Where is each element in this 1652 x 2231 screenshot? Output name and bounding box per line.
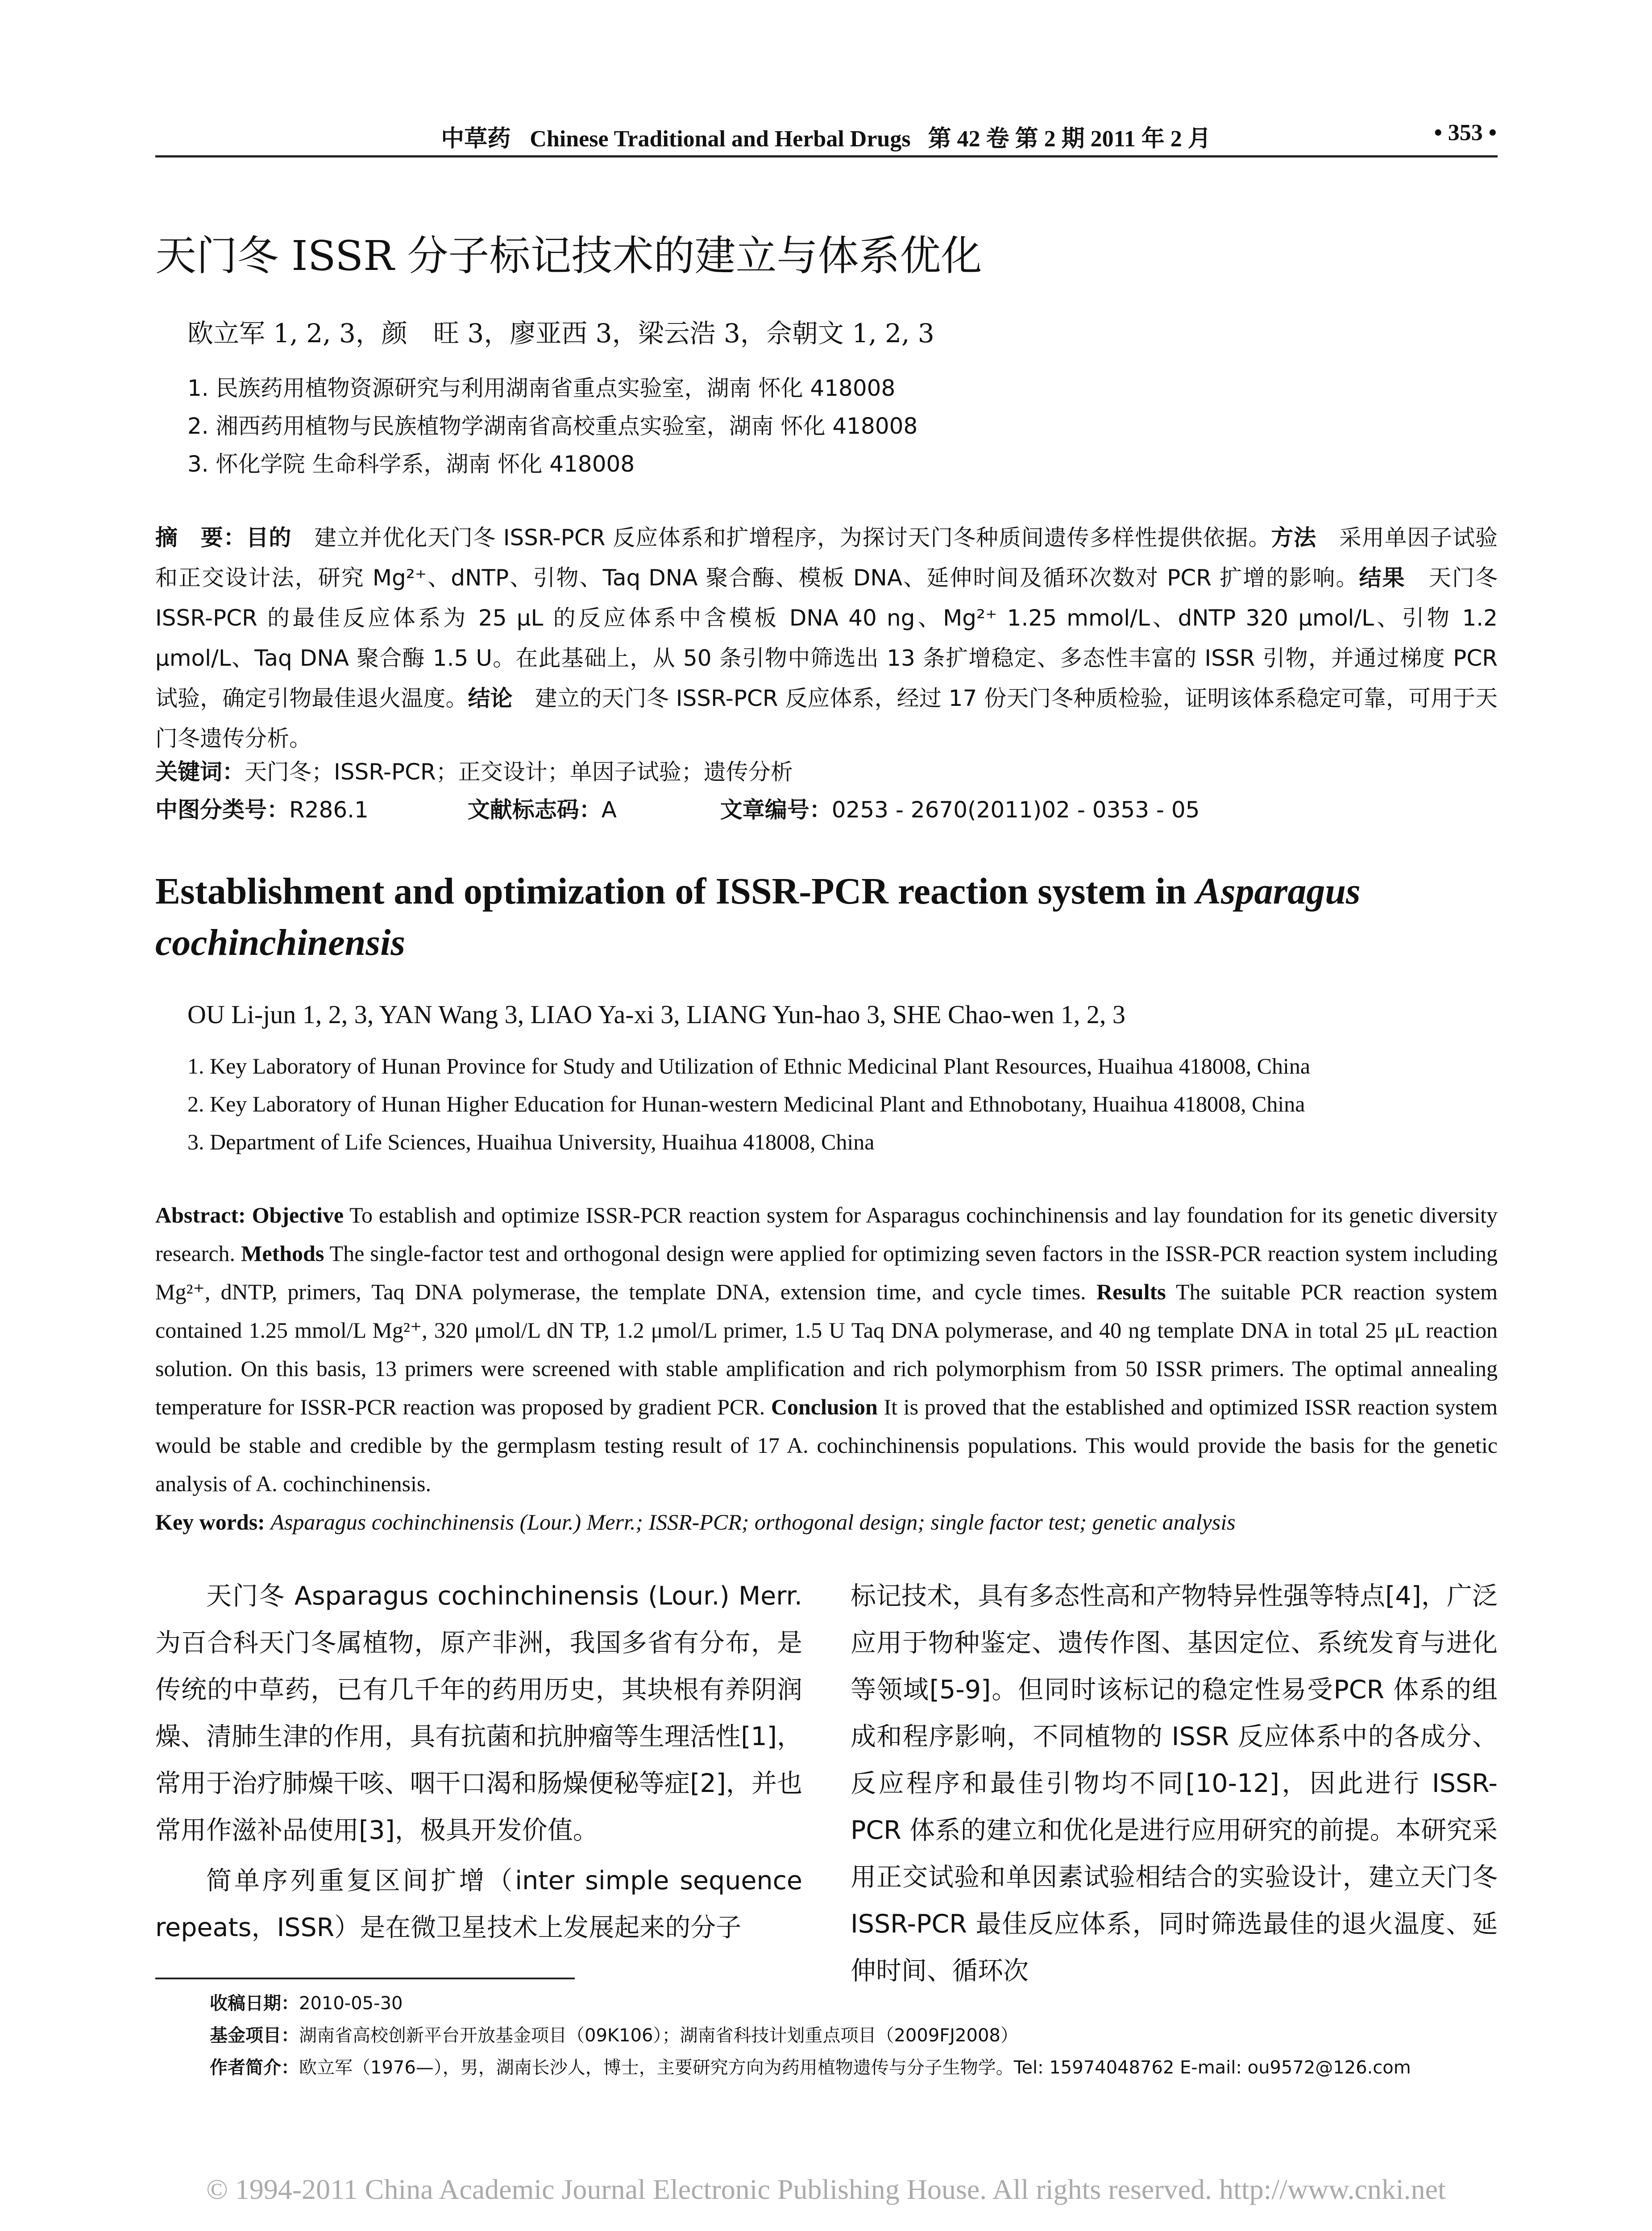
cn-authors: 欧立军 1, 2, 3，颜 旺 3，廖亚西 3，梁云浩 3，佘朝文 1, 2, 3 xyxy=(187,318,934,348)
en-objective: To establish and optimize ISSR-PCR reaction system for Asparagus cochinchinensis and lay foundation for its genetic diversity research. xyxy=(155,1203,1498,1266)
en-keywords-label: Key words: xyxy=(155,1509,271,1534)
footnote-rule xyxy=(155,1978,575,1979)
cn-affiliation-1: 1. 民族药用植物资源研究与利用湖南省重点实验室，湖南 怀化 418008 xyxy=(187,375,896,401)
cn-results-label: 结果 xyxy=(1359,565,1406,591)
en-title xyxy=(155,866,1498,968)
author-bio-label: 作者简介： xyxy=(210,2057,299,2078)
en-keywords-text: Asparagus cochinchinensis (Lour.) Merr.; ISSR-PCR; orthogonal design; single factor test; genetic analysis xyxy=(270,1509,1236,1534)
clc-value: R286.1 xyxy=(289,797,369,823)
en-results-label: Results xyxy=(1096,1279,1166,1304)
cn-objective-label: 目的 xyxy=(246,525,292,551)
en-affiliation-2: 2. Key Laboratory of Hunan Higher Education for Hunan-western Medicinal Plant and Ethnobotany, Huaihua 418008, China xyxy=(187,1091,1305,1116)
cn-keywords-label: 关键词： xyxy=(155,759,245,785)
cn-title: 天门冬 ISSR 分子标记技术的建立与体系优化 xyxy=(155,232,982,280)
received-label: 收稿日期： xyxy=(210,1993,299,2014)
running-header xyxy=(0,120,1652,153)
cn-classification xyxy=(155,792,1200,824)
en-results: The suitable PCR reaction system contained 1.25 mmol/L Mg²⁺, 320 μmol/L dN TP, 1.2 μmol/L primer, 1.5 U Taq DNA polymerase, and 40 ng template DNA in total 25 μL reaction solution. On this basis, 13 primers were screened with stable amplification and rich polymorphism from 50 ISSR primers. The optimal annealing temperature for ISSR-PCR reaction was proposed by gradient PCR. xyxy=(155,1279,1498,1419)
doc-code-value: A xyxy=(601,797,617,823)
article-no-value: 0253 - 2670(2011)02 - 0353 - 05 xyxy=(831,797,1200,823)
cn-abstract xyxy=(155,518,1498,759)
received-date: 2010-05-30 xyxy=(299,1993,403,2014)
cn-conclusion-label: 结论 xyxy=(468,685,513,711)
fund-label: 基金项目： xyxy=(210,2025,299,2046)
journal-name-cn: 中草药 xyxy=(441,125,511,152)
body-paragraph: 标记技术，具有多态性高和产物特异性强等特点[4]，广泛应用于物种鉴定、遗传作图、基因定位、系统发育与进化等领域[5-9]。但同时该标记的稳定性易受PCR 体系的组成和程序影响，不同植物的 ISSR 反应体系中的各成分、反应程序和最佳引物均不同[10-12]，因此进行 ISSR-PCR 体系的建立和优化是进行应用研究的前提。本研究采用正交试验和单因素试验相结合的实验设计，建立天门冬 ISSR-PCR 最佳反应体系，同时筛选最佳的退火温度、延伸时间、循环次 xyxy=(851,1581,1498,1986)
en-conclusion: It is proved that the established and optimized ISSR reaction system would be stable and credible by the germplasm testing result of 17 A. cochinchinensis populations. This would provide the basis for the genetic analysis of A. cochinchinensis. xyxy=(155,1394,1498,1496)
en-authors: OU Li-jun 1, 2, 3, YAN Wang 3, LIAO Ya-xi 3, LIANG Yun-hao 3, SHE Chao-wen 1, 2, 3 xyxy=(187,1000,1125,1029)
cn-methods-label: 方法 xyxy=(1271,525,1316,551)
page-number: • 353 • xyxy=(1434,120,1497,145)
en-affiliation-3: 3. Department of Life Sciences, Huaihua University, Huaihua 418008, China xyxy=(187,1129,875,1154)
cn-conclusion: 建立的天门冬 ISSR-PCR 反应体系，经过 17 份天门冬种质检验，证明该体系稳定可靠，可用于天门冬遗传分析。 xyxy=(155,685,1498,751)
cn-methods: 采用单因子试验和正交设计法，研究 Mg²⁺、dNTP、引物、Taq DNA 聚合酶、模板 DNA、延伸时间及循环次数对 PCR 扩增的影响。 xyxy=(155,525,1498,591)
cn-objective: 建立并优化天门冬 ISSR-PCR 反应体系和扩增程序，为探讨天门冬种质间遗传多样性提供依据。 xyxy=(291,525,1271,551)
cn-affiliation-2: 2. 湘西药用植物与民族植物学湖南省高校重点实验室，湖南 怀化 418008 xyxy=(187,413,918,439)
en-affiliation-1: 1. Key Laboratory of Hunan Province for Study and Utilization of Ethnic Medicinal Plant Resources, Huaihua 418008, China xyxy=(187,1053,1311,1078)
fund-text: 湖南省高校创新平台开放基金项目（09K106）；湖南省科技计划重点项目（2009FJ2008） xyxy=(299,2025,1018,2046)
body-column-right xyxy=(851,1573,1498,1995)
body-paragraph: 天门冬 Asparagus cochinchinensis (Lour.) Merr. 为百合科天门冬属植物，原产非洲，我国多省有分布，是传统的中草药，已有几千年的药用历史，其块根有养阴润燥、清肺生津的作用，具有抗菌和抗肿瘤等生理活性[1]，常用于治疗肺燥干咳、咽干口渴和肠燥便秘等症[2]，并也常用作滋补品使用[3]，极具开发价值。 xyxy=(155,1581,802,1845)
doc-code-label: 文献标志码： xyxy=(467,797,602,823)
footnote-author xyxy=(210,2053,1411,2079)
cn-abstract-label: 摘 要： xyxy=(155,525,246,551)
en-title-species: Asparagus cochinchinensis xyxy=(155,871,1361,963)
cn-affiliation-3: 3. 怀化学院 生命科学系，湖南 怀化 418008 xyxy=(187,451,635,477)
clc-label: 中图分类号： xyxy=(155,797,289,823)
en-abstract-label: Abstract: xyxy=(155,1203,252,1227)
en-methods: The single-factor test and orthogonal design were applied for optimizing seven factors in the ISSR-PCR reaction system including Mg²⁺, dNTP, primers, Taq DNA polymerase, the template DNA, extension time, and cycle times. xyxy=(155,1241,1498,1304)
footnote-fund xyxy=(210,2021,1018,2047)
en-title-main: Establishment and optimization of ISSR-PCR reaction system in xyxy=(155,871,1196,912)
body-column-left xyxy=(155,1573,802,1951)
copyright-watermark: © 1994-2011 China Academic Journal Electronic Publishing House. All rights reserved. http://www.cnki.net xyxy=(206,2173,1446,2205)
en-methods-label: Methods xyxy=(241,1241,324,1266)
body-paragraph: 简单序列重复区间扩增（inter simple sequence repeats，ISSR）是在微卫星技术上发展起来的分子 xyxy=(155,1866,802,1942)
article-no-label: 文章编号： xyxy=(720,797,832,823)
footnote-received xyxy=(210,1989,403,2015)
cn-keywords-text: 天门冬；ISSR-PCR；正交设计；单因子试验；遗传分析 xyxy=(245,759,793,785)
en-abstract xyxy=(155,1196,1498,1541)
journal-issue: 第 42 卷 第 2 期 2011 年 2 月 xyxy=(928,126,1211,152)
cn-keywords xyxy=(155,752,1498,792)
en-conclusion-label: Conclusion xyxy=(771,1394,878,1419)
author-bio-text: 欧立军（1976—），男，湖南长沙人，博士，主要研究方向为药用植物遗传与分子生物学。Tel: 15974048762 E-mail: ou9572@126.com xyxy=(299,2057,1411,2078)
journal-name-en: Chinese Traditional and Herbal Drugs xyxy=(530,126,911,152)
en-objective-label: Objective xyxy=(252,1203,344,1227)
cn-results: 天门冬 ISSR-PCR 的最佳反应体系为 25 μL 的反应体系中含模板 DNA 40 ng、Mg²⁺ 1.25 mmol/L、dNTP 320 μmol/L、引物 1.2 μmol/L、Taq DNA 聚合酶 1.5 U。在此基础上，从 50 条引物中筛选出 13 条扩增稳定、多态性丰富的 ISSR 引物，并通过梯度 PCR 试验，确定引物最佳退火温度。 xyxy=(155,565,1498,711)
header-rule xyxy=(155,155,1498,158)
